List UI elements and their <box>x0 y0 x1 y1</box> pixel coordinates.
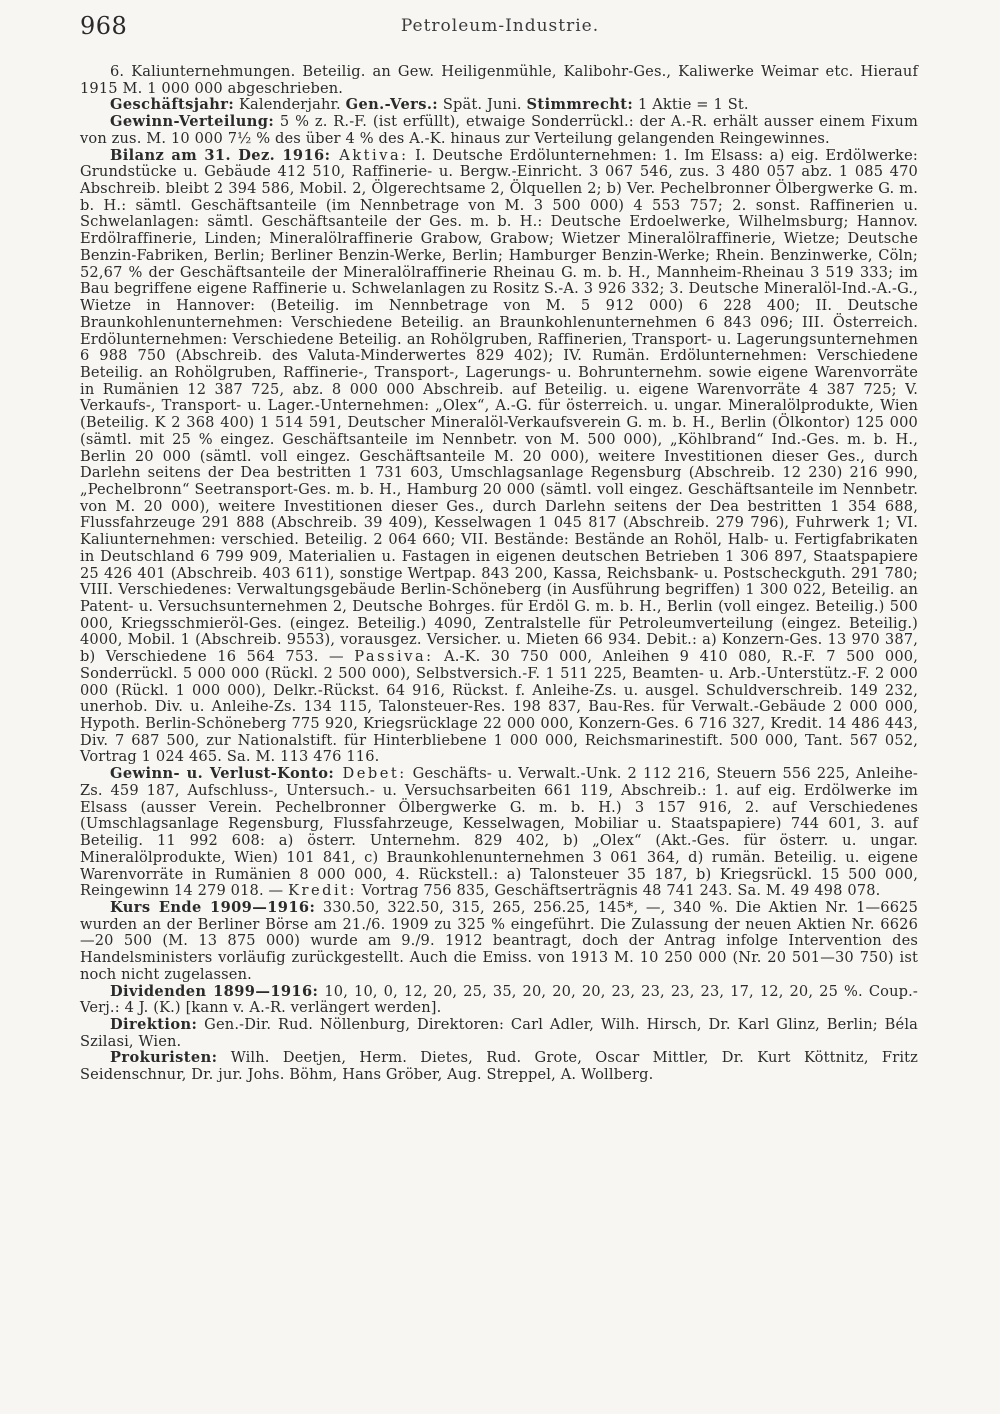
heading-kurs: Kurs Ende 1909—1916: <box>110 898 316 916</box>
paragraph-direktion <box>80 1017 918 1050</box>
paragraph-text: I. Deutsche Erdölunternehmen: 1. Im Elsass: a) eig. Erdölwerke: Grundstücke u. Gebäude 412 510, Raffinerie- u. Bergw.-Einricht. 3 067 546, zus. 3 480 057 abz. 1 085 470 Abschreib. bleibt 2 394 586, Mobil. 2, Ölgerechtsame 2, Ölquellen 2; b) Ver. Pechelbronner Ölbergwerke G. m. b. H.: sämtl. Geschäftsanteile (im Nennbetrage von M. 3 500 000) 4 553 757; 2. sonst. Raffinerien u. Schwelanlagen: sämtl. Geschäftsanteile der Ges. m. b. H.: Deutsche Erdoelwerke, Wilhelmsburg; Hannov. Erdölraffinerie, Linden; Mineralölraffinerie Grabow, Grabow; Wietzer Mineralölraffinerie, Wietze; Deutsche Benzin-Fabriken, Berlin; Berliner Benzin-Werke, Berlin; Hamburger Benzin-Werke; Rhein. Benzinwerke, Cöln; 52,67 % der Geschäftsanteile der Mineralölraffinerie Rheinau G. m. b. H., Mannheim-Rheinau 3 519 333; im Bau begriffene eigene Raffinerie u. Schwelanlagen zu Rositz S.-A. 3 926 332; 3. Deutsche Mineralöl-Ind.-A.-G., Wietze in Hannover: (Beteilig. im Nennbetrage von M. 5 912 000) 6 228 400; II. Deutsche Braunkohlenunternehmen: Verschiedene Beteilig. an Braunkohlenunternehmen 6 843 096; III. Österreich. Erdölunternehmen: Verschiedene Beteilig. an Rohölgruben, Raffinerien, Transport- u. Lagerungsunternehmen 6 988 750 (Abschreib. des Valuta-Minderwertes 829 402); IV. Rumän. Erdölunternehmen: Verschiedene Beteilig. an Rohölgruben, Raffinerie-, Transport-, Lagerungs- u. Bohrunternehm. sowie eigene Warenvorräte in Rumänien 12 387 725, abz. 8 000 000 Abschreib. auf Beteilig. u. eigene Warenvorräte 4 387 725; V. Verkaufs-, Transport- u. Lager.-Unternehmen: „Olex“, A.-G. für österreich. u. ungar. Mineralölprodukte, Wien (Beteilig. K 2 368 400) 1 514 591, Deutscher Mineralöl-Verkaufsverein G. m. b. H., Berlin (Ölkontor) 125 000 (sämtl. mit 25 % eingez. Geschäftsanteile im Nennbetr. von M. 500 000), „Köhlbrand“ Ind.-Ges. m. b. H., Berlin 20 000 (sämtl. voll eingez. Geschäftsanteile M. 20 000), weitere Investitionen dieser Ges., durch Darlehn seitens der Dea bestritten 1 731 603, Umschlagsanlage Regensburg (Abschreib. 12 230) 216 990, „Pechelbronn“ Seetransport-Ges. m. b. H., Hamburg 20 000 (sämtl. voll eingez. Geschäftsanteile im Nennbetr. von M. 20 000), weitere Investitionen dieser Ges., durch Darlehn seitens der Dea bestritten 1 354 688, Flussfahrzeuge 291 888 (Abschreib. 39 409), Kesselwagen 1 045 817 (Abschreib. 279 796), Fuhrwerk 1; VI. Kaliunternehmen: verschied. Beteilig. 2 064 660; VII. Bestände: Bestände an Rohöl, Halb- u. Fertigfabrikaten in Deutschland 6 799 909, Materialien u. Fastagen in eigenen deutschen Betrieben 1 306 897, Staatspapiere 25 426 401 (Abschreib. 403 611), sonstige Wertpap. 843 200, Kassa, Reichsbank- u. Postscheckguth. 291 780; VIII. Verschiedenes: Verwaltungsgebäude Berlin-Schöneberg (in Ausführung begriffen) 1 300 022, Beteilig. an Patent- u. Versuchsunternehmen 2, Deutsche Bohrges. für Erdöl G. m. b. H., Berlin (voll eingez. Beteilig.) 500 000, Kriegsschmieröl-Ges. (eingez. Beteilig.) 4090, Zentralstelle für Petroleumverteilung (eingez. Beteilig.) 4000, Mobil. 1 (Abschreib. 9553), vorausgez. Versicher. u. Mieten 66 934. Debit.: a) Konzern-Ges. 13 970 387, b) Verschiedene 16 564 753. — <box>80 146 918 666</box>
label-debet: Debet: <box>334 765 407 783</box>
paragraph-text: 6. Kaliunternehmungen. Beteilig. an Gew. Heiligenmühle, Kalibohr-Ges., Kaliwerke Weimar etc. Hierauf 1915 M. 1 000 000 abgeschrieben. <box>80 63 918 97</box>
heading-stimmrecht: Stimmrecht: <box>526 96 634 114</box>
paragraph-text: Vortrag 756 835, Geschäftserträgnis 48 741 243. Sa. M. 49 498 078. <box>356 882 881 900</box>
page-number: 968 <box>80 12 128 40</box>
paragraph-text: A.-K. 30 750 000, Anleihen 9 410 080, R.-F. 7 500 000, Sonderrückl. 5 000 000 (Rückl. 2 500 000), Selbstversich.-F. 1 511 225, Beamten- u. Arb.-Unterstütz.-F. 2 000 000 (Rückl. 1 000 000), Delkr.-Rückst. 64 916, Rückst. f. Anleihe-Zs. u. ausgel. Schuldverschreib. 149 232, unerhob. Div. u. Anleihe-Zs. 134 115, Talonsteuer-Res. 198 837, Bau-Res. für Verwalt.-Gebäude 2 000 000, Hypoth. Berlin-Schöneberg 775 920, Kriegsrücklage 22 000 000, Konzern-Ges. 6 716 327, Kredit. 14 486 443, Div. 7 687 500, zur Nationalstift. für Hinterbliebene 1 000 000, Reichsmarinestift. 500 000, Tant. 567 052, Vortrag 1 024 465. Sa. M. 113 476 116. <box>80 648 918 766</box>
paragraph-kurs <box>80 900 918 984</box>
paragraph-prokuristen <box>80 1050 918 1083</box>
heading-geschaeftsjahr: Geschäftsjahr: <box>110 96 235 114</box>
label-aktiva: Aktiva: <box>330 146 409 164</box>
heading-gen-vers: Gen.-Vers.: <box>345 96 439 114</box>
document-body <box>80 64 918 1084</box>
paragraph-geschaeftsjahr <box>80 97 918 114</box>
paragraph-dividenden <box>80 984 918 1017</box>
heading-bilanz: Bilanz am 31. Dez. 1916: <box>110 146 331 164</box>
paragraph-text: Geschäfts- u. Verwalt.-Unk. 2 112 216, Steuern 556 225, Anleihe-Zs. 459 187, Aufschluss-, Untersuch.- u. Versuchsarbeiten 661 119, Abschreib.: 1. auf eig. Erdölwerke im Elsass (ausser Verein. Pechelbronner Ölbergwerke G. m. b. H.) 3 157 916, 2. auf Verschiedenes (Umschlagsanlage Regensburg, Flussfahrzeuge, Kesselwagen, Mobiliar u. Staatspapiere) 744 601, 3. auf Beteilig. 11 992 608: a) österr. Unternehm. 829 402, b) „Olex“ (Akt.-Ges. für österr. u. ungar. Mineralölprodukte, Wien) 101 841, c) Braunkohlenunternehmen 3 061 364, d) rumän. Beteilig. u. eigene Warenvorräte in Rumänien 8 000 000, 4. Rückstell.: a) Talonsteuer 35 187, b) Kriegsrückl. 15 500 000, Reingewinn 14 279 018. — <box>80 765 918 900</box>
heading-dividenden: Dividenden 1899—1916: <box>110 982 319 1000</box>
paragraph-text: Gen.-Dir. Rud. Nöllenburg, Direktoren: Carl Adler, Wilh. Hirsch, Dr. Karl Glinz, Berlin; Béla Szilasi, Wien. <box>80 1015 918 1050</box>
paragraph-text: Kalenderjahr. <box>234 96 346 114</box>
page-header <box>80 12 920 42</box>
label-passiva: Passiva: <box>354 648 434 666</box>
running-title: Petroleum-Industrie. <box>400 16 600 36</box>
heading-prokuristen: Prokuristen: <box>110 1049 218 1067</box>
paragraph-text: Spät. Juni. <box>438 96 527 114</box>
heading-direktion: Direktion: <box>110 1015 198 1033</box>
paragraph-gewinn-verteilung <box>80 114 918 147</box>
paragraph-text: 1 Aktie = 1 St. <box>633 96 749 114</box>
heading-gewinn-verteilung: Gewinn-Verteilung: <box>110 113 275 131</box>
paragraph-text: Wilh. Deetjen, Herm. Dietes, Rud. Grote, Oscar Mittler, Dr. Kurt Köttnitz, Fritz Seidenschnur, Dr. jur. Johs. Böhm, Hans Gröber, Aug. Streppel, A. Wollberg. <box>80 1049 918 1084</box>
paragraph-bilanz <box>80 148 918 767</box>
paragraph-kaliunternehmungen <box>80 64 918 97</box>
paragraph-text: 5 % z. R.-F. (ist erfüllt), etwaige Sonderrückl.: der A.-R. erhält ausser einem Fixum von zus. M. 10 000 7½ % des über 4 % des A.-K. hinaus zur Verteilung gelangenden Reingewinnes. <box>80 113 918 147</box>
paragraph-text: 10, 10, 0, 12, 20, 25, 35, 20, 20, 20, 23, 23, 23, 23, 17, 12, 20, 25 %. Coup.-Verj.: 4 J. (K.) [kann v. A.-R. verlängert werden]. <box>80 982 918 1017</box>
paragraph-text: 330.50, 322.50, 315, 265, 256.25, 145*, —, 340 %. Die Aktien Nr. 1—6625 wurden an der Berliner Börse am 21./6. 1909 zu 325 % eingeführt. Die Zulassung der neuen Aktien Nr. 6626—20 500 (M. 13 875 000) wurde am 9./9. 1912 beantragt, doch der Antrag infolge Intervention des Handelsministers vorläufig zurückgestellt. Auch die Emiss. von 1913 M. 10 250 000 (Nr. 20 501—30 750) ist noch nicht zugelassen. <box>80 898 919 983</box>
paragraph-gewinn-verlust-konto <box>80 766 918 900</box>
label-kredit: Kredit: <box>288 882 357 900</box>
heading-gewinn-verlust-konto: Gewinn- u. Verlust-Konto: <box>110 765 335 783</box>
